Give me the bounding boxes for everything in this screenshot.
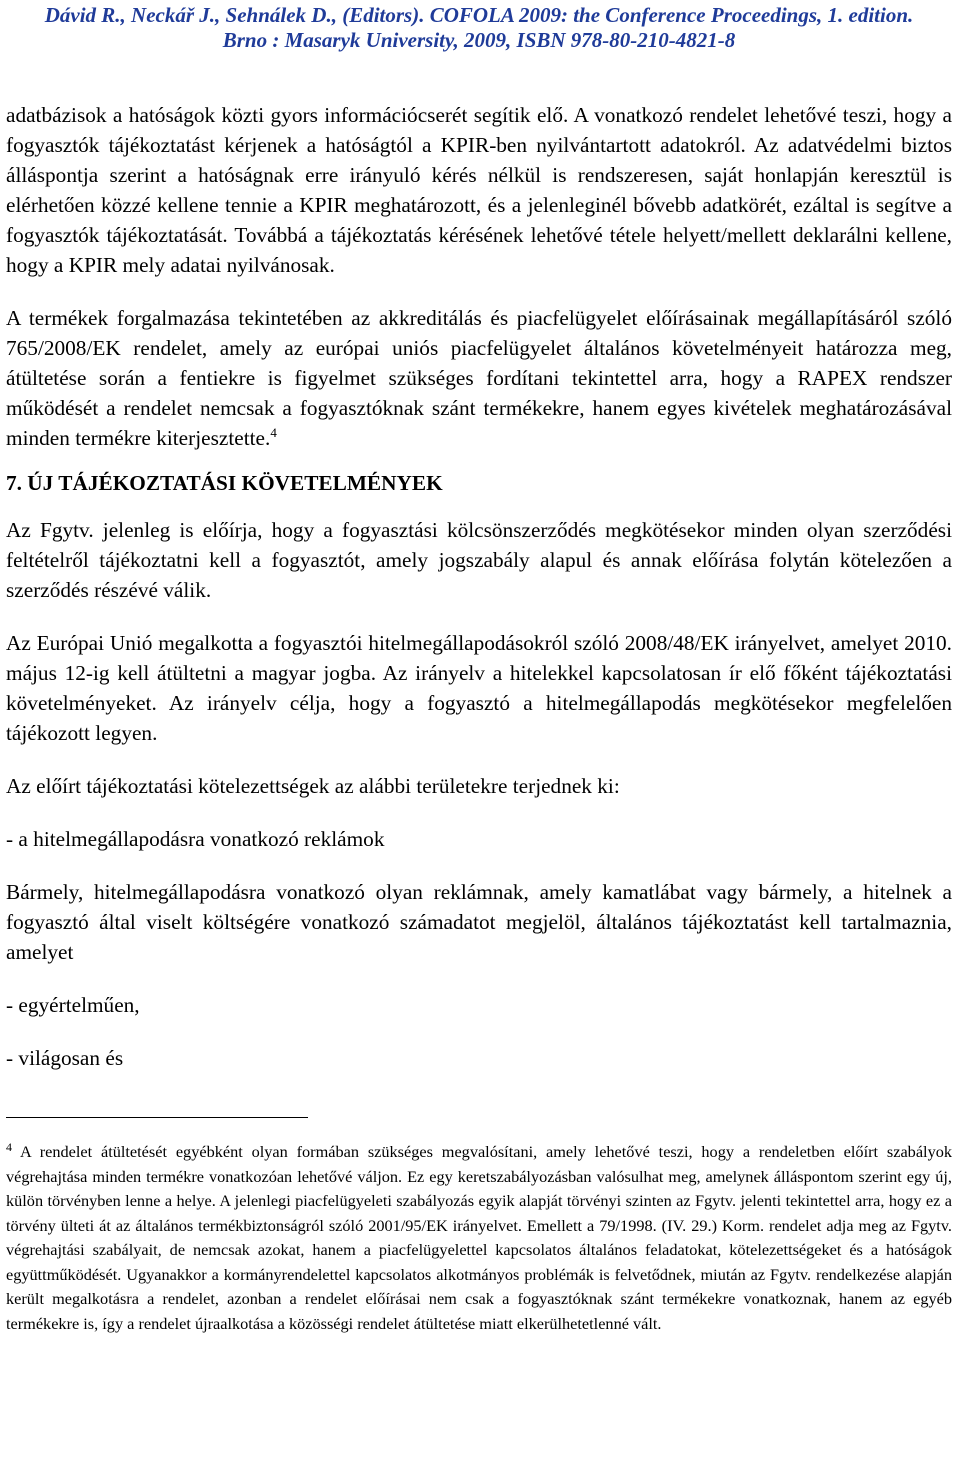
running-header xyxy=(6,0,952,53)
footnote-separator xyxy=(6,1117,308,1118)
header-publisher-line: Brno : Masaryk University, 2009, ISBN 978-80-210-4821-8 xyxy=(222,28,736,52)
list-item-plainly: - világosan és xyxy=(6,1046,124,1070)
footnote xyxy=(6,1140,952,1336)
paragraph-market-surveillance xyxy=(6,303,952,453)
paragraph-advertising-requirements: Bármely, hitelmegállapodásra vonatkozó olyan reklámnak, amely kamatlábat vagy bármely, a hitelnek a fogyasztó által viselt költségére vonatkozó számadatot megjelöl, általános tájékoztatást kell tartalmaznia, amelyet xyxy=(6,880,952,964)
footnote-reference[interactable]: 4 xyxy=(270,424,277,440)
section-heading: 7. ÚJ TÁJÉKOZTATÁSI KÖVETELMÉNYEK xyxy=(6,471,443,495)
header-citation-line: Dávid R., Neckář J., Sehnálek D., (Editors). COFOLA 2009: the Conference Proceedings, 1. edition. xyxy=(44,3,914,27)
footnote-number: 4 xyxy=(6,1139,12,1154)
list-item-clearly: - egyértelműen, xyxy=(6,993,140,1017)
footnote-text: A rendelet átültetését egyébként olyan formában szükséges megvalósítani, amely lehetővé teszi, hogy a rendeletben előírt szabályok végrehajtása minden termékre vonatkozóan lehetővé váljon. Ez egy keretszabályozásban valósulhat meg, amelynek álláspontom szerint egy új, külön törvényben lenne a helye. A jelenlegi piacfelügyeleti szabályozás egyik alapját törvényi szinten az Fgytv. jelenti tekintettel arra, hogy ez a törvény ülteti át az általános termékbiztonságról szóló 2001/95/EK irányelvet. Emellett a 79/1998. (IV. 29.) Korm. rendelet adja meg az Fgytv. végrehajtási szabályait, de nemcsak azokat, hanem a piacfelügyelettel kapcsolatos általános feladatokat, kötelezettségeket és a hatóságok együttműködését. Ugyanakkor a kormányrendelettel kapcsolatos alkotmányos problémák is felvetődnek, miután az Fgytv. rendelkezése alapján került megalkotásra a rendelet, azonban a rendelet előírásai nem csak a fogyasztóknak szánt termékekre vonatkoznak, hanem az egyéb termékekre is, így a rendelet újraalkotása a közösségi rendelet átültetése miatt elkerülhetetlenné vált. xyxy=(6,1142,952,1333)
list-item-advertising: - a hitelmegállapodásra vonatkozó reklámok xyxy=(6,827,385,851)
main-body xyxy=(6,100,952,1073)
paragraph-eu-directive: Az Európai Unió megalkotta a fogyasztói hitelmegállapodásokról szóló 2008/48/EK irányelvet, amelyet 2010. május 12-ig kell átültetni a magyar jogba. Az irányelv a hitelekkel kapcsolatosan ír elő főként tájékoztatási követelményeket. Az irányelv célja, hogy a fogyasztó a hitelmegállapodás megkötésekor megfelelően tájékozott legyen. xyxy=(6,631,952,745)
paragraph-market-surveillance-text: A termékek forgalmazása tekintetében az akkreditálás és piacfelügyelet előírásainak megállapításáról szóló 765/2008/EK rendelet, amely az európai uniós piacfelügyelet általános követelményeit határozza meg, átültetése során a fentiekre is figyelmet szükséges fordítani tekintettel arra, hogy a RAPEX rendszer működését a rendelet nemcsak a fogyasztóknak szánt termékekre, hanem egyes kivételek meghatározásával minden termékre kiterjesztette. xyxy=(6,306,952,450)
paragraph-fgytv: Az Fgytv. jelenleg is előírja, hogy a fogyasztási kölcsönszerződés megkötésekor minden olyan szerződési feltételről tájékoztatni kell a fogyasztót, amely jogszabály alapul és annak előírása folytán kötelezően a szerződés részévé válik. xyxy=(6,518,952,602)
paragraph-obligations-intro: Az előírt tájékoztatási kötelezettségek az alábbi területekre terjednek ki: xyxy=(6,774,620,798)
paragraph-kpir-data: adatbázisok a hatóságok közti gyors információcserét segítik elő. A vonatkozó rendelet lehetővé teszi, hogy a fogyasztók tájékoztatást kérjenek a hatóságtól a KPIR-ben nyilvántartott adatokról. Az adatvédelmi biztos álláspontja szerint a hatóságnak erre irányuló kérés nélkül is rendszeresen, saját honlapján keresztül is elérhetően közzé kellene tennie a KPIR meghatározott, és a jelenleginél bővebb adatkörét, ezáltal is segítve a fogyasztók tájékoztatását. Továbbá a tájékoztatás kérésének lehetővé tétele helyett/mellett deklarálni kellene, hogy a KPIR mely adatai nyilvánosak. xyxy=(6,103,952,277)
